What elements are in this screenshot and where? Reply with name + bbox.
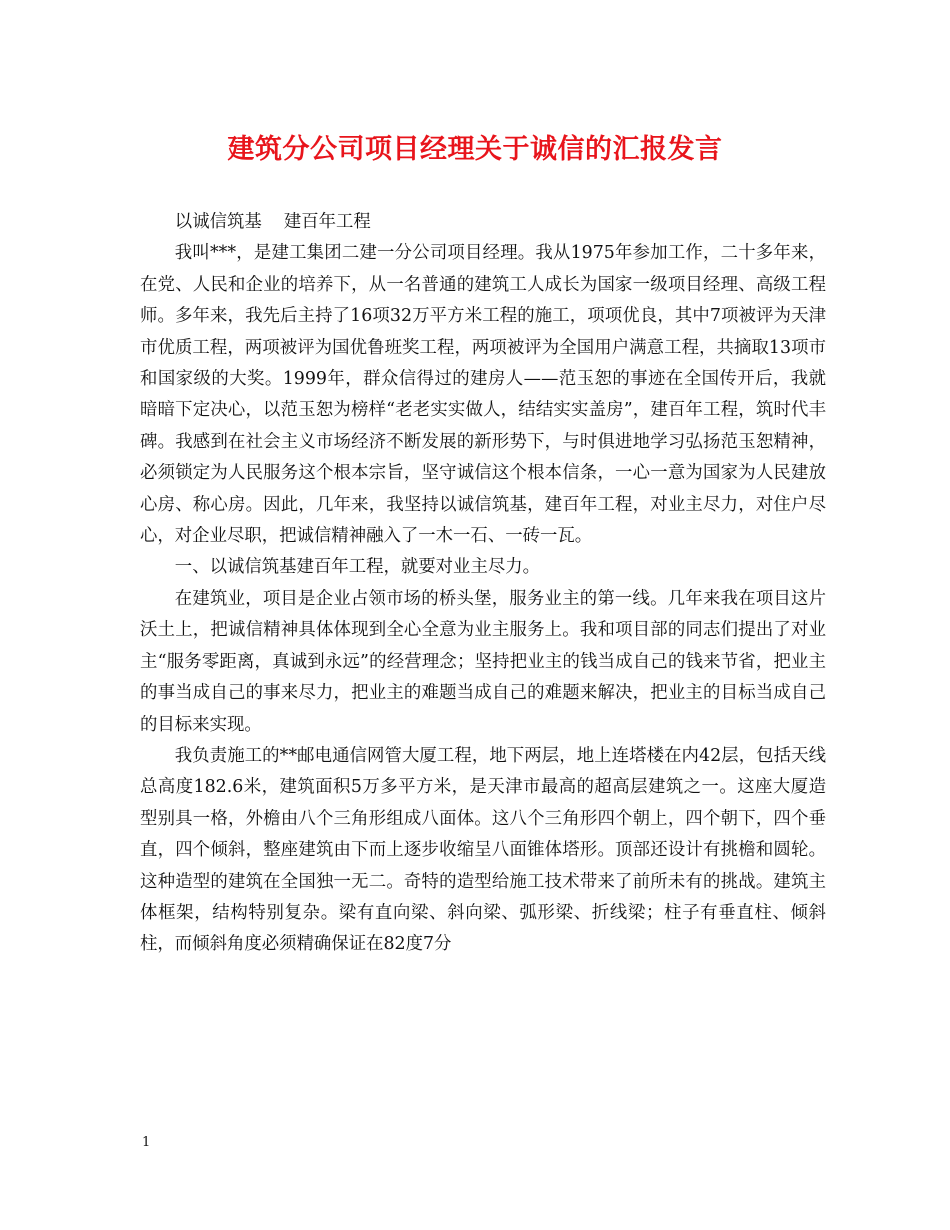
document-subtitle: 以诚信筑基 建百年工程 (174, 212, 371, 232)
paragraph-intro: 我叫***，是建工集团二建一分公司项目经理。我从1975年参加工作，二十多年来，在党、人民和企业的培养下，从一名普通的建筑工人成长为国家一级项目经理、高级工程师。多年来，我先后主持了16项32万平方米工程的施工，项项优良，其中7项被评为天津市优质工程，两项被评为国优鲁班奖工程，两项被评为全国用户满意工程，共摘取13项市和国家级的大奖。1999年，群众信得过的建房人——范玉恕的事迹在全国传开后，我就暗暗下定决心，以范玉恕为榜样“老老实实做人，结结实实盖房”，建百年工程，筑时代丰碑。我感到在社会主义市场经济不断发展的新形势下，与时俱进地学习弘扬范玉恕精神，必须锁定为人民服务这个根本宗旨，坚守诚信这个根本信条，一心一意为国家为人民建放心房、称心房。因此，几年来，我坚持以诚信筑基，建百年工程，对业主尽力，对住户尽心，对企业尽职，把诚信精神融入了一木一石、一砖一瓦。 (140, 243, 826, 547)
paragraph-section-1: 在建筑业，项目是企业占领市场的桥头堡，服务业主的第一线。几年来我在项目这片沃土上，把诚信精神具体体现到全心全意为业主服务上。我和项目部的同志们提出了对业主“服务零距离，真诚到永远”的经营理念；坚持把业主的钱当成自己的钱来节省，把业主的事当成自己的事来尽力，把业主的难题当成自己的难题来解决，把业主的目标当成自己的目标来实现。 (140, 588, 826, 735)
document-title: 建筑分公司项目经理关于诚信的汇报发言 (227, 134, 723, 165)
section-heading-1: 一、以诚信筑基建百年工程，就要对业主尽力。 (174, 557, 541, 578)
page-number: 1 (142, 1135, 151, 1150)
document-body (140, 207, 826, 961)
paragraph-project: 我负责施工的**邮电通信网管大厦工程，地下两层，地上连塔楼在内42层，包括天线总高度182.6米，建筑面积5万多平方米，是天津市最高的超高层建筑之一。这座大厦造型别具一格，外檐由八个三角形组成八面体。这八个三角形四个朝上，四个朝下，四个垂直，四个倾斜，整座建筑由下而上逐步收缩呈八面锥体塔形。顶部还设计有挑檐和圆轮。这种造型的建筑在全国独一无二。奇特的造型给施工技术带来了前所未有的挑战。建筑主体框架，结构特别复杂。梁有直向梁、斜向梁、弧形梁、折线梁；柱子有垂直柱、倾斜柱，而倾斜角度必须精确保证在82度7分 (140, 745, 826, 955)
